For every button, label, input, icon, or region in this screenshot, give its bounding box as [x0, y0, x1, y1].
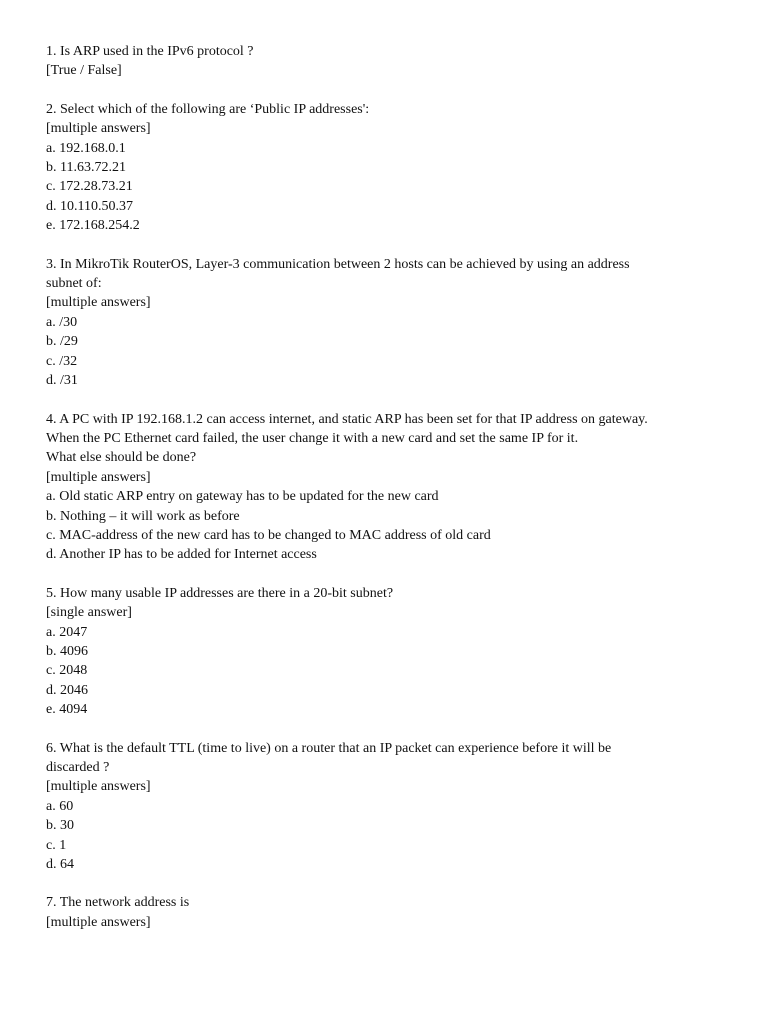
question-text: 2. Select which of the following are ‘Public IP addresses':	[46, 101, 370, 117]
question-6	[46, 739, 726, 875]
answer-option: d. 64	[46, 857, 74, 873]
answer-option: b. 30	[46, 818, 74, 834]
question-text: 4. A PC with IP 192.168.1.2 can access internet, and static ARP has been set for that IP address on gateway.	[46, 411, 648, 427]
question-text: subnet of:	[46, 276, 102, 292]
answer-option: d. 2046	[46, 682, 88, 698]
question-1	[46, 42, 726, 81]
answer-type: [True / False]	[46, 63, 122, 79]
answer-option: d. 10.110.50.37	[46, 198, 133, 214]
question-text: discarded ?	[46, 760, 110, 775]
answer-option: a. 2047	[46, 624, 88, 640]
answer-option: a. 60	[46, 798, 74, 814]
answer-type: [single answer]	[46, 605, 132, 621]
answer-type: [multiple answers]	[46, 469, 151, 485]
answer-option: b. 11.63.72.21	[46, 160, 126, 176]
answer-option: e. 172.168.254.2	[46, 218, 140, 234]
question-text: 5. How many usable IP addresses are there in a 20-bit subnet?	[46, 585, 394, 601]
answer-option: c. /32	[46, 353, 78, 369]
answer-option: c. 172.28.73.21	[46, 179, 133, 195]
quiz-document	[46, 42, 726, 951]
answer-option: c. MAC-address of the new card has to be changed to MAC address of old card	[46, 527, 491, 543]
question-3	[46, 255, 726, 391]
answer-option: c. 1	[46, 837, 67, 853]
answer-option: e. 4094	[46, 702, 88, 718]
question-2	[46, 100, 726, 236]
question-4	[46, 410, 726, 565]
question-text: What else should be done?	[46, 450, 197, 466]
answer-option: d. /31	[46, 373, 78, 389]
answer-type: [multiple answers]	[46, 295, 151, 311]
answer-option: b. 4096	[46, 643, 88, 659]
answer-type: [multiple answers]	[46, 914, 151, 930]
answer-option: a. 192.168.0.1	[46, 140, 126, 156]
question-text: 7. The network address is	[46, 895, 190, 911]
answer-option: a. /30	[46, 314, 78, 330]
answer-option: a. Old static ARP entry on gateway has to be updated for the new card	[46, 489, 439, 505]
question-text: 1. Is ARP used in the IPv6 protocol ?	[46, 44, 254, 59]
answer-option: b. /29	[46, 334, 78, 350]
answer-type: [multiple answers]	[46, 779, 151, 795]
question-7	[46, 893, 726, 932]
answer-type: [multiple answers]	[46, 121, 151, 137]
answer-option: d. Another IP has to be added for Internet access	[46, 547, 317, 563]
question-text: When the PC Ethernet card failed, the user change it with a new card and set the same IP for it.	[46, 430, 579, 446]
answer-option: b. Nothing – it will work as before	[46, 508, 240, 524]
question-5	[46, 584, 726, 720]
answer-option: c. 2048	[46, 663, 88, 679]
question-text: 3. In MikroTik RouterOS, Layer-3 communication between 2 hosts can be achieved by using an address	[46, 256, 630, 272]
question-text: 6. What is the default TTL (time to live) on a router that an IP packet can experience before it will be	[46, 740, 612, 756]
